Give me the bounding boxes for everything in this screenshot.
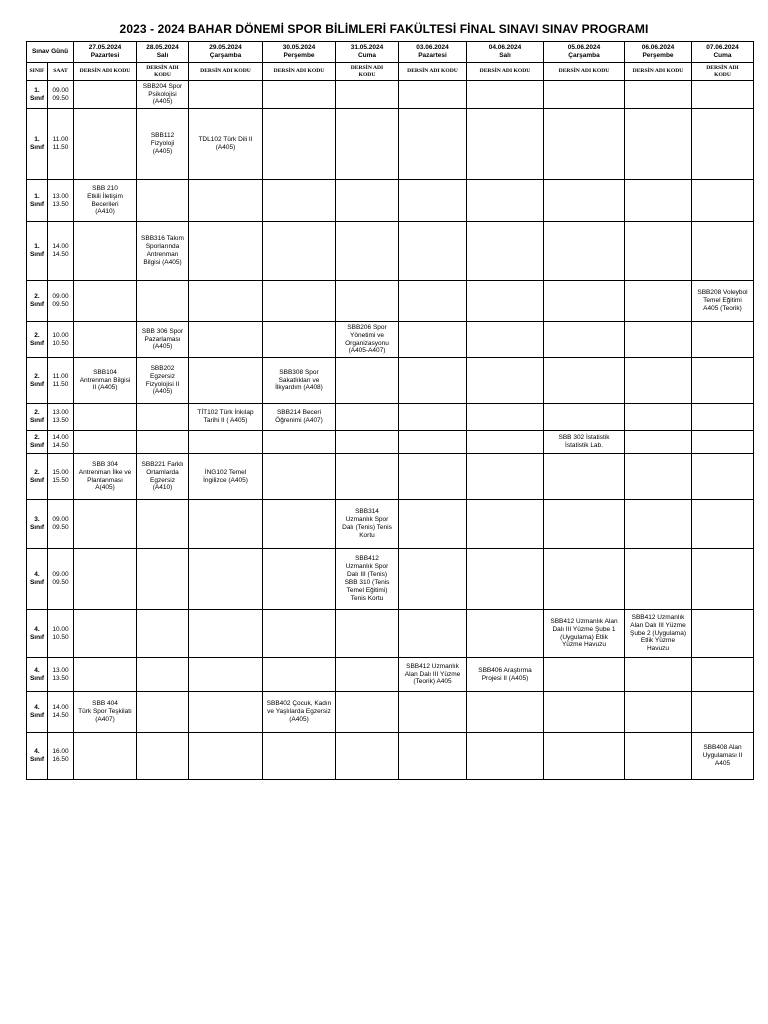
exam-course-cell	[74, 658, 137, 692]
exam-course-cell: SBB112 Fizyoloji (A405)	[137, 109, 189, 180]
day-name: Perşembe	[283, 52, 315, 59]
exam-course-cell	[336, 109, 399, 180]
day-header	[189, 42, 263, 63]
class-level-cell: 4. Sınıf	[27, 610, 48, 658]
day-header	[263, 42, 336, 63]
class-level-cell: 2. Sınıf	[27, 322, 48, 358]
exam-course-cell: SBB 306 Spor Pazarlaması (A405)	[137, 322, 189, 358]
exam-course-cell	[625, 454, 692, 500]
exam-course-cell	[74, 610, 137, 658]
exam-course-cell	[74, 404, 137, 431]
exam-course-cell	[137, 549, 189, 610]
schedule-row	[27, 431, 754, 454]
day-date: 05.06.2024	[567, 44, 601, 52]
class-level-cell: 2. Sınıf	[27, 454, 48, 500]
schedule-row	[27, 222, 754, 281]
time-cell: 11.00 11.50	[48, 358, 74, 404]
exam-course-cell	[544, 180, 625, 222]
exam-course-cell	[189, 180, 263, 222]
exam-course-cell	[544, 404, 625, 431]
exam-course-cell	[336, 454, 399, 500]
exam-course-cell	[692, 180, 754, 222]
day-name: Salı	[499, 52, 511, 59]
day-header	[336, 42, 399, 63]
exam-course-cell	[467, 692, 544, 733]
day-name: Salı	[156, 52, 169, 59]
day-name: Pazartesi	[418, 52, 447, 59]
class-level-cell: 1. Sınıf	[27, 222, 48, 281]
exam-course-cell	[399, 692, 467, 733]
exam-course-cell	[467, 610, 544, 658]
exam-course-cell	[467, 180, 544, 222]
exam-course-cell	[692, 81, 754, 109]
exam-course-cell: SBB412 Uzmanlık Alan Dalı III Yüzme (Teorik) A405	[399, 658, 467, 692]
exam-course-cell: SBB406 Araştırma Projesi II (A405)	[467, 658, 544, 692]
day-name: Çarşamba	[209, 52, 242, 59]
exam-course-cell	[263, 431, 336, 454]
time-cell: 09.00 09.50	[48, 281, 74, 322]
day-date: 04.06.2024	[488, 44, 522, 52]
exam-course-cell	[467, 454, 544, 500]
exam-course-cell: İNG102 Temel İngilizce (A405)	[189, 454, 263, 500]
exam-course-cell	[74, 500, 137, 549]
day-date: 29.05.2024	[209, 44, 242, 52]
exam-course-cell	[137, 404, 189, 431]
exam-course-cell	[625, 658, 692, 692]
exam-course-cell	[137, 733, 189, 780]
exam-course-cell	[74, 281, 137, 322]
exam-course-cell	[692, 322, 754, 358]
time-cell: 10.00 10.50	[48, 322, 74, 358]
class-level-cell: 4. Sınıf	[27, 733, 48, 780]
day-header	[137, 42, 189, 63]
exam-course-cell: SBB408 Alan Uygulaması II A405	[692, 733, 754, 780]
exam-course-cell	[467, 281, 544, 322]
exam-course-cell: SBB412 Uzmanlık Alan Dalı III Yüzme Şube 1 (Uygulama) Etlik Yüzme Havuzu	[544, 610, 625, 658]
exam-course-cell	[336, 692, 399, 733]
day-header	[544, 42, 625, 63]
exam-course-cell	[692, 549, 754, 610]
exam-course-cell: SBB308 Spor Sakatlıkları ve İlkyardım (A408)	[263, 358, 336, 404]
exam-course-cell	[692, 658, 754, 692]
day-name: Pazartesi	[90, 52, 120, 59]
exam-course-cell: SBB 304 Antrenman İlke ve Planlanması A(405)	[74, 454, 137, 500]
exam-course-cell	[467, 222, 544, 281]
course-column-label: DERSİN ADI KODU	[544, 63, 625, 81]
exam-course-cell	[544, 358, 625, 404]
schedule-row	[27, 454, 754, 500]
day-date: 27.05.2024	[88, 44, 122, 52]
exam-course-cell	[625, 180, 692, 222]
exam-course-cell	[544, 454, 625, 500]
exam-course-cell	[625, 549, 692, 610]
exam-course-cell	[336, 358, 399, 404]
day-header	[692, 42, 754, 63]
exam-course-cell: SBB202 Egzersiz Fizyolojisi II (A405)	[137, 358, 189, 404]
schedule-row	[27, 692, 754, 733]
exam-course-cell	[74, 549, 137, 610]
schedule-row	[27, 322, 754, 358]
day-name: Çarşamba	[568, 52, 600, 59]
exam-course-cell	[137, 610, 189, 658]
exam-course-cell	[189, 222, 263, 281]
course-column-label: DERSİN ADI KODU	[137, 63, 189, 81]
exam-course-cell	[263, 322, 336, 358]
course-column-label: DERSİN ADI KODU	[692, 63, 754, 81]
exam-course-cell: SBB208 Voleybol Temel Eğitimi A405 (Teorik)	[692, 281, 754, 322]
exam-course-cell	[467, 404, 544, 431]
exam-course-cell: SBB221 Farklı Ortamlarda Egzersiz (A410)	[137, 454, 189, 500]
schedule-row	[27, 658, 754, 692]
exam-course-cell	[625, 692, 692, 733]
day-header	[467, 42, 544, 63]
exam-course-cell	[336, 180, 399, 222]
exam-course-cell	[74, 733, 137, 780]
day-date: 31.05.2024	[350, 44, 384, 52]
course-column-label: DERSİN ADI KODU	[625, 63, 692, 81]
exam-course-cell	[189, 610, 263, 658]
exam-course-cell	[625, 81, 692, 109]
exam-course-cell	[625, 222, 692, 281]
exam-course-cell	[692, 222, 754, 281]
exam-course-cell	[189, 358, 263, 404]
day-date: 30.05.2024	[282, 44, 316, 52]
exam-schedule-table	[26, 41, 754, 780]
day-name: Cuma	[713, 52, 732, 59]
exam-day-corner-label: Sınav Günü	[27, 42, 74, 63]
exam-course-cell: SBB412 Uzmanlık Spor Dalı III (Tenis) SBB 310 (Tenis Temel Eğitimi) Tenis Kortu	[336, 549, 399, 610]
exam-course-cell	[336, 610, 399, 658]
exam-course-cell	[189, 431, 263, 454]
exam-course-cell	[336, 404, 399, 431]
exam-course-cell	[467, 322, 544, 358]
exam-course-cell	[399, 222, 467, 281]
schedule-row	[27, 180, 754, 222]
day-date: 28.05.2024	[146, 44, 179, 52]
exam-course-cell	[137, 692, 189, 733]
exam-course-cell	[189, 322, 263, 358]
exam-course-cell	[625, 733, 692, 780]
exam-course-cell	[336, 431, 399, 454]
time-cell: 09.00 09.50	[48, 81, 74, 109]
schedule-body	[27, 81, 754, 780]
exam-course-cell	[399, 431, 467, 454]
exam-course-cell	[625, 281, 692, 322]
class-level-cell: 1. Sınıf	[27, 81, 48, 109]
course-column-label: DERSİN ADI KODU	[189, 63, 263, 81]
exam-course-cell	[189, 281, 263, 322]
exam-course-cell: SBB402 Çocuk, Kadın ve Yaşlılarda Egzersiz (A405)	[263, 692, 336, 733]
exam-course-cell: TİT102 Türk İnkılap Tarihi II ( A405)	[189, 404, 263, 431]
exam-course-cell: SBB 302 İstatistik İstatistik Lab.	[544, 431, 625, 454]
exam-course-cell: TDL102 Türk Dili II (A405)	[189, 109, 263, 180]
class-column-label: SINIF	[27, 63, 48, 81]
exam-course-cell	[74, 322, 137, 358]
exam-course-cell	[74, 431, 137, 454]
exam-course-cell	[336, 222, 399, 281]
exam-course-cell	[399, 358, 467, 404]
day-date: 07.06.2024	[706, 44, 739, 52]
exam-course-cell	[692, 454, 754, 500]
course-column-label: DERSİN ADI KODU	[467, 63, 544, 81]
time-cell: 14.00 14.50	[48, 431, 74, 454]
exam-course-cell: SBB104 Antrenman Bilgisi II (A405)	[74, 358, 137, 404]
exam-course-cell	[399, 733, 467, 780]
exam-course-cell	[399, 322, 467, 358]
time-cell: 14.00 14.50	[48, 222, 74, 281]
time-cell: 14.00 14.50	[48, 692, 74, 733]
exam-course-cell	[692, 610, 754, 658]
exam-course-cell	[263, 549, 336, 610]
exam-course-cell	[399, 404, 467, 431]
exam-course-cell	[263, 500, 336, 549]
exam-course-cell: SBB 210 Etkili İletişim Becerileri (A410)	[74, 180, 137, 222]
class-level-cell: 4. Sınıf	[27, 692, 48, 733]
class-level-cell: 1. Sınıf	[27, 109, 48, 180]
class-level-cell: 2. Sınıf	[27, 281, 48, 322]
exam-course-cell	[137, 180, 189, 222]
time-cell: 09.00 09.50	[48, 500, 74, 549]
exam-course-cell	[263, 180, 336, 222]
exam-course-cell	[544, 222, 625, 281]
exam-course-cell	[625, 431, 692, 454]
course-column-label: DERSİN ADI KODU	[74, 63, 137, 81]
exam-course-cell	[189, 692, 263, 733]
time-cell: 10.00 10.50	[48, 610, 74, 658]
schedule-row	[27, 733, 754, 780]
day-name: Perşembe	[642, 52, 674, 59]
exam-course-cell	[137, 500, 189, 549]
time-cell: 15.00 15.50	[48, 454, 74, 500]
exam-course-cell	[399, 109, 467, 180]
exam-course-cell	[467, 549, 544, 610]
exam-course-cell	[263, 658, 336, 692]
exam-course-cell	[467, 733, 544, 780]
time-cell: 16.00 16.50	[48, 733, 74, 780]
exam-course-cell: SBB 404 Türk Spor Teşkilatı (A407)	[74, 692, 137, 733]
exam-course-cell	[544, 500, 625, 549]
class-level-cell: 3. Sınıf	[27, 500, 48, 549]
time-column-label: SAAT	[48, 63, 74, 81]
exam-course-cell	[189, 81, 263, 109]
exam-course-cell	[692, 404, 754, 431]
exam-course-cell	[625, 358, 692, 404]
exam-course-cell	[189, 500, 263, 549]
exam-course-cell	[336, 733, 399, 780]
class-level-cell: 4. Sınıf	[27, 549, 48, 610]
exam-course-cell	[625, 322, 692, 358]
exam-course-cell	[263, 454, 336, 500]
exam-course-cell	[544, 692, 625, 733]
exam-course-cell	[137, 658, 189, 692]
exam-course-cell	[263, 733, 336, 780]
class-level-cell: 2. Sınıf	[27, 358, 48, 404]
exam-course-cell	[399, 281, 467, 322]
exam-course-cell: SBB412 Uzmanlık Alan Dalı III Yüzme Şube 2 (Uygulama) Etlik Yüzme Havuzu	[625, 610, 692, 658]
day-header	[625, 42, 692, 63]
exam-course-cell	[263, 281, 336, 322]
schedule-row	[27, 281, 754, 322]
exam-course-cell	[544, 658, 625, 692]
exam-course-cell	[467, 431, 544, 454]
exam-course-cell	[189, 658, 263, 692]
exam-course-cell	[625, 109, 692, 180]
exam-course-cell	[189, 733, 263, 780]
schedule-row	[27, 358, 754, 404]
exam-course-cell	[692, 692, 754, 733]
exam-course-cell	[399, 180, 467, 222]
exam-course-cell: SBB206 Spor Yönetimi ve Organizasyonu (A405-A407)	[336, 322, 399, 358]
exam-course-cell	[625, 500, 692, 549]
exam-course-cell	[336, 658, 399, 692]
exam-course-cell	[74, 81, 137, 109]
exam-course-cell	[544, 549, 625, 610]
date-header-row	[27, 42, 754, 63]
column-label-row	[27, 63, 754, 81]
exam-course-cell	[263, 610, 336, 658]
day-date: 03.06.2024	[416, 44, 449, 52]
exam-course-cell: SBB314 Uzmanlık Spor Dalı (Tenis) Tenis Kortu	[336, 500, 399, 549]
exam-course-cell	[399, 610, 467, 658]
class-level-cell: 1. Sınıf	[27, 180, 48, 222]
schedule-row	[27, 109, 754, 180]
exam-course-cell	[544, 81, 625, 109]
exam-course-cell	[399, 81, 467, 109]
course-column-label: DERSİN ADI KODU	[263, 63, 336, 81]
exam-course-cell	[544, 733, 625, 780]
exam-course-cell: SBB204 Spor Psikolojisi (A405)	[137, 81, 189, 109]
exam-course-cell	[189, 549, 263, 610]
day-header	[399, 42, 467, 63]
exam-course-cell	[544, 109, 625, 180]
exam-course-cell	[467, 81, 544, 109]
page-title: 2023 - 2024 BAHAR DÖNEMİ SPOR BİLİMLERİ FAKÜLTESİ FİNAL SINAVI SINAV PROGRAMI	[119, 22, 649, 36]
exam-course-cell	[137, 281, 189, 322]
exam-course-cell	[137, 431, 189, 454]
exam-course-cell	[74, 222, 137, 281]
time-cell: 13.00 13.50	[48, 404, 74, 431]
schedule-row	[27, 81, 754, 109]
exam-course-cell	[467, 109, 544, 180]
day-header	[74, 42, 137, 63]
class-level-cell: 2. Sınıf	[27, 404, 48, 431]
exam-course-cell	[692, 358, 754, 404]
exam-course-cell	[263, 222, 336, 281]
day-date: 06.06.2024	[641, 44, 675, 52]
exam-course-cell	[399, 549, 467, 610]
exam-course-cell	[625, 404, 692, 431]
class-level-cell: 2. Sınıf	[27, 431, 48, 454]
exam-course-cell: SBB214 Beceri Öğrenimi (A407)	[263, 404, 336, 431]
exam-course-cell: SBB316 Takım Sporlarında Antrenman Bilgisi (A405)	[137, 222, 189, 281]
exam-course-cell	[336, 81, 399, 109]
time-cell: 13.00 13.50	[48, 180, 74, 222]
schedule-row	[27, 549, 754, 610]
class-level-cell: 4. Sınıf	[27, 658, 48, 692]
day-name: Cuma	[357, 52, 377, 59]
time-cell: 13.00 13.50	[48, 658, 74, 692]
time-cell: 09.00 09.50	[48, 549, 74, 610]
exam-course-cell	[467, 358, 544, 404]
time-cell: 11.00 11.50	[48, 109, 74, 180]
exam-course-cell	[399, 500, 467, 549]
exam-course-cell	[467, 500, 544, 549]
exam-course-cell	[74, 109, 137, 180]
schedule-row	[27, 404, 754, 431]
exam-course-cell	[692, 500, 754, 549]
schedule-row	[27, 610, 754, 658]
exam-course-cell	[544, 322, 625, 358]
exam-course-cell	[692, 431, 754, 454]
exam-course-cell	[336, 281, 399, 322]
exam-course-cell	[544, 281, 625, 322]
exam-course-cell	[399, 454, 467, 500]
exam-course-cell	[263, 109, 336, 180]
exam-course-cell	[263, 81, 336, 109]
schedule-row	[27, 500, 754, 549]
course-column-label: DERSİN ADI KODU	[336, 63, 399, 81]
course-column-label: DERSİN ADI KODU	[399, 63, 467, 81]
exam-course-cell	[692, 109, 754, 180]
